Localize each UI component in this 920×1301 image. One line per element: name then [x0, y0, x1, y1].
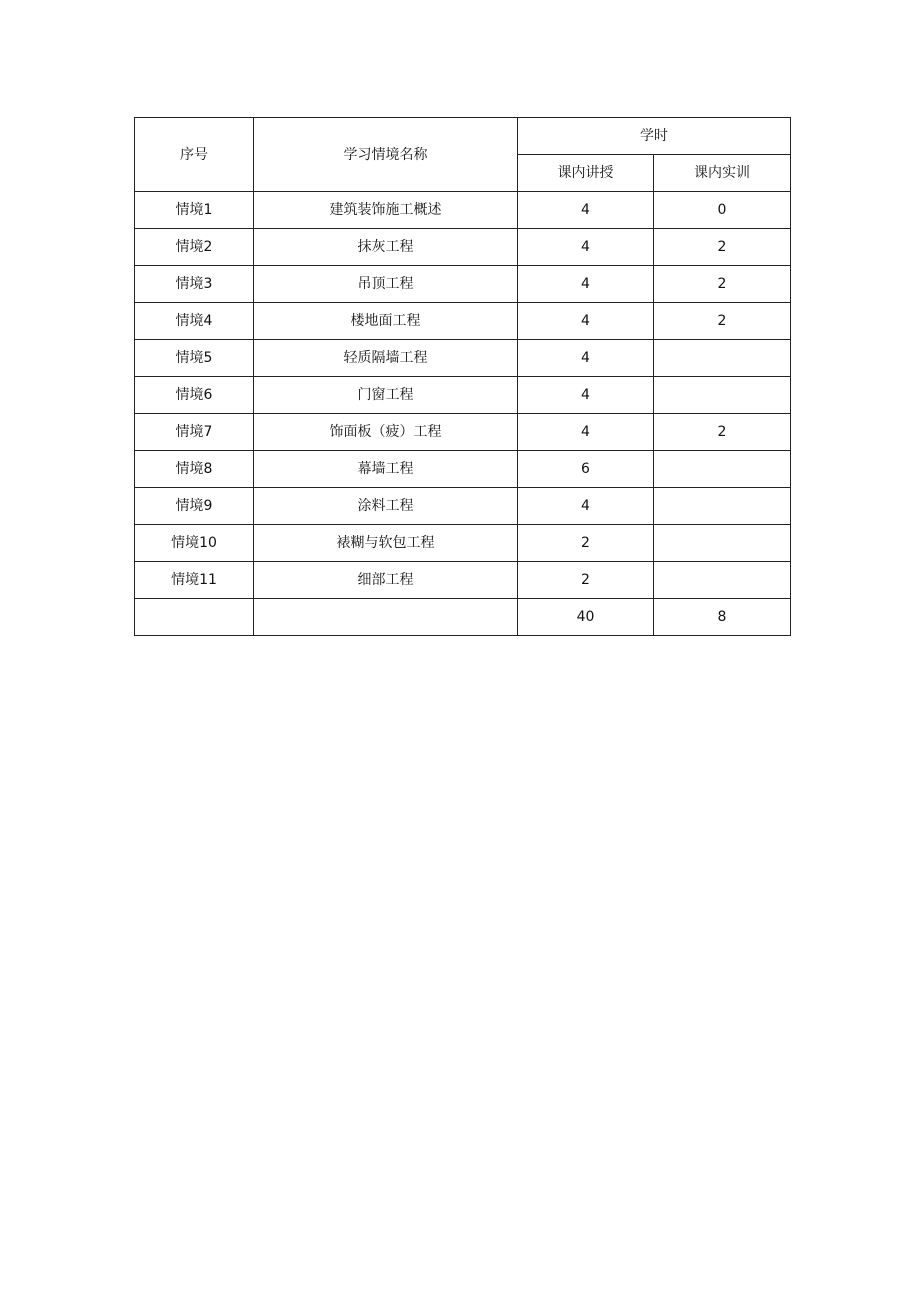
header-hours: 学时	[518, 118, 791, 155]
table-row	[135, 414, 791, 451]
total-lecture: 40	[518, 599, 654, 636]
cell-name: 抹灰工程	[254, 229, 518, 266]
cell-seq: 情境10	[135, 525, 254, 562]
cell-name: 楼地面工程	[254, 303, 518, 340]
cell-seq: 情境2	[135, 229, 254, 266]
cell-lecture: 4	[518, 266, 654, 303]
total-practice: 8	[654, 599, 791, 636]
total-seq	[135, 599, 254, 636]
header-name: 学习情境名称	[254, 118, 518, 192]
cell-seq: 情境7	[135, 414, 254, 451]
table-row	[135, 525, 791, 562]
table-row	[135, 303, 791, 340]
header-practice: 课内实训	[654, 155, 791, 192]
hours-table	[134, 117, 791, 636]
cell-practice: 2	[654, 229, 791, 266]
cell-practice: 0	[654, 192, 791, 229]
cell-lecture: 4	[518, 340, 654, 377]
header-row-top	[135, 118, 791, 155]
table-row	[135, 488, 791, 525]
table-row	[135, 192, 791, 229]
total-name	[254, 599, 518, 636]
table-row	[135, 377, 791, 414]
cell-name: 建筑装饰施工概述	[254, 192, 518, 229]
cell-name: 轻质隔墙工程	[254, 340, 518, 377]
cell-practice	[654, 340, 791, 377]
cell-practice	[654, 451, 791, 488]
table-row	[135, 562, 791, 599]
header-seq: 序号	[135, 118, 254, 192]
cell-seq: 情境1	[135, 192, 254, 229]
table-row	[135, 451, 791, 488]
cell-seq: 情境5	[135, 340, 254, 377]
cell-name: 幕墙工程	[254, 451, 518, 488]
cell-lecture: 4	[518, 488, 654, 525]
cell-practice	[654, 377, 791, 414]
cell-seq: 情境6	[135, 377, 254, 414]
cell-seq: 情境11	[135, 562, 254, 599]
cell-name: 门窗工程	[254, 377, 518, 414]
cell-lecture: 4	[518, 229, 654, 266]
cell-name: 饰面板（疲）工程	[254, 414, 518, 451]
cell-seq: 情境8	[135, 451, 254, 488]
cell-seq: 情境4	[135, 303, 254, 340]
cell-lecture: 2	[518, 525, 654, 562]
cell-practice: 2	[654, 303, 791, 340]
table-row	[135, 340, 791, 377]
cell-name: 吊顶工程	[254, 266, 518, 303]
cell-name: 涂料工程	[254, 488, 518, 525]
cell-lecture: 4	[518, 377, 654, 414]
cell-name: 细部工程	[254, 562, 518, 599]
header-lecture: 课内讲授	[518, 155, 654, 192]
cell-lecture: 4	[518, 303, 654, 340]
total-row	[135, 599, 791, 636]
cell-practice: 2	[654, 266, 791, 303]
cell-lecture: 4	[518, 414, 654, 451]
table-row	[135, 266, 791, 303]
table-row	[135, 229, 791, 266]
cell-seq: 情境3	[135, 266, 254, 303]
cell-practice: 2	[654, 414, 791, 451]
cell-lecture: 4	[518, 192, 654, 229]
cell-name: 裱糊与软包工程	[254, 525, 518, 562]
cell-seq: 情境9	[135, 488, 254, 525]
cell-practice	[654, 562, 791, 599]
cell-lecture: 2	[518, 562, 654, 599]
cell-practice	[654, 488, 791, 525]
cell-practice	[654, 525, 791, 562]
cell-lecture: 6	[518, 451, 654, 488]
